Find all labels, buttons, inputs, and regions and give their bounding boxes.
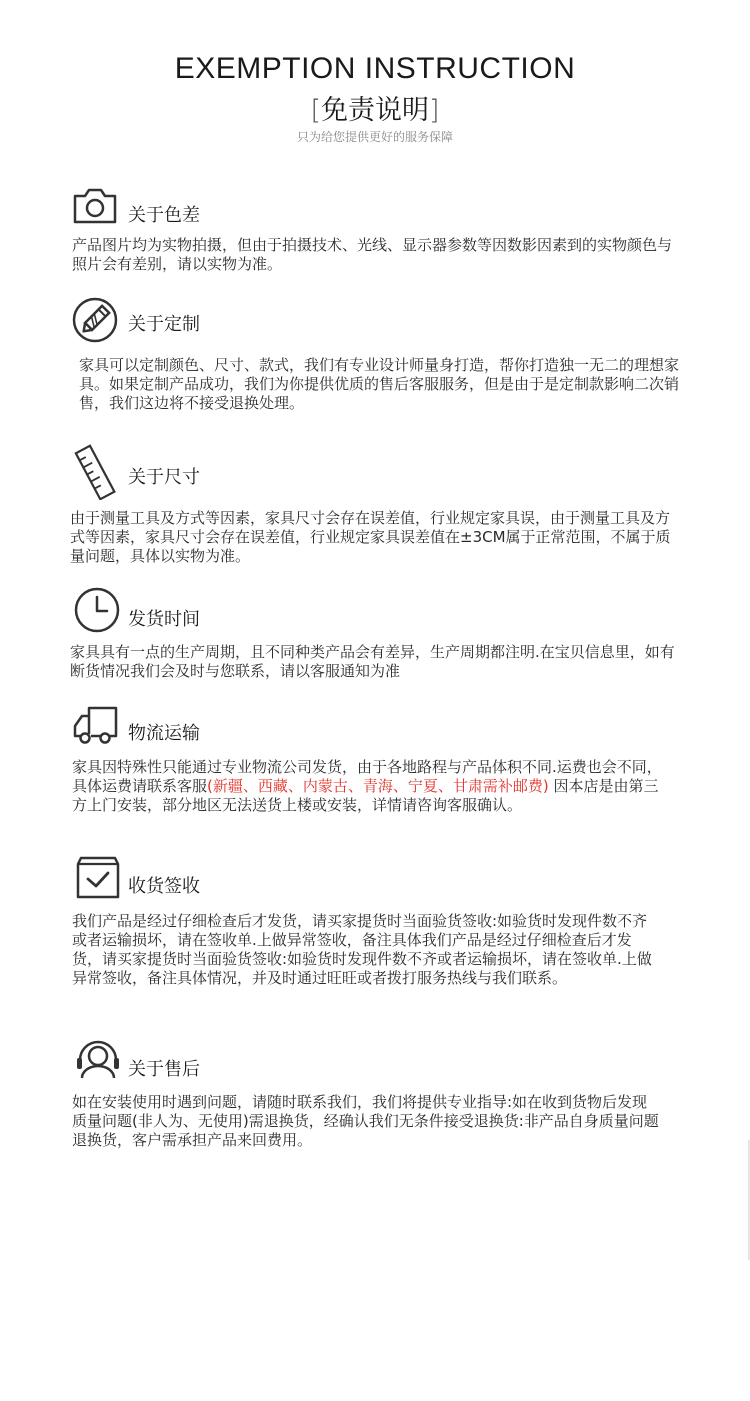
camera-icon <box>72 186 118 226</box>
subtitle: 只为给您提供更好的服务保障 <box>296 130 453 144</box>
section-title: 关于尺寸 <box>128 467 200 488</box>
section-body: 家具可以定制颜色、尺寸、款式，我们有专业设计师量身打造，帮你打造独一无二的理想家具。如果定制产品成功，我们为你提供优质的售后客服服务，但是由于是定制款影响二次销售，我们这边将不接受退换处理。 <box>79 356 680 412</box>
ruler-icon <box>72 444 120 500</box>
section-body <box>72 758 672 815</box>
section-title: 关于售后 <box>128 1059 200 1080</box>
truck-icon <box>72 704 122 746</box>
section-body: 我们产品是经过仔细检查后才发货，请买家提货时当面验货签收:如验货时发现件数不齐或者运输损坏，请在签收单.上做异常签收，备注具体我们产品是经过仔细检查后才发货，请买家提货时当面验货签收:如验货时发现件数不齐或者运输损坏，请在签收单.上做异常签收，备注具体情况，并及时通过旺旺或者拨打服务热线与我们联系。 <box>72 912 652 987</box>
bracket-right: ] <box>429 95 440 126</box>
body-text: 因本店是由第三方上门安装，部分地区无法送货上楼或安装，详情请咨询客服确认。 <box>72 777 659 814</box>
checkbox-icon <box>75 854 121 900</box>
title-english: EXEMPTION INSTRUCTION <box>174 52 576 85</box>
headset-icon <box>74 1034 122 1082</box>
body-red-note: (新疆、西藏、内蒙古、青海、宁夏、甘肃需补邮费) <box>207 777 549 795</box>
title-chinese-text: 免责说明 <box>321 95 429 126</box>
section-body: 由于测量工具及方式等因素，家具尺寸会存在误差值，行业规定家具误，由于测量工具及方式等因素，家具尺寸会存在误差值，行业规定家具误差值在±3CM属于正常范围，不属于质量问题，具体以实物为准。 <box>70 509 671 565</box>
pencil-icon <box>71 296 119 344</box>
bracket-left: [ <box>310 95 321 126</box>
section-body: 家具具有一点的生产周期，且不同种类产品会有差异，生产周期都注明.在宝贝信息里，如有断货情况我们会及时与您联系，请以客服通知为准 <box>70 643 675 680</box>
section-body: 产品图片均为实物拍摄，但由于拍摄技术、光线、显示器参数等因数影因素到的实物颜色与照片会有差别，请以实物为准。 <box>72 236 673 273</box>
section-title: 收货签收 <box>128 876 200 897</box>
clock-icon <box>73 586 121 634</box>
section-title: 发货时间 <box>128 609 200 630</box>
section-title: 关于色差 <box>128 205 200 226</box>
title-chinese <box>0 88 750 127</box>
body-text: 家具因特殊性只能通过专业物流公司发货，由于各地路程与产品体积不同.运费也会不同，具体运费请联系客服 <box>72 758 662 795</box>
section-body: 如在安装使用时遇到问题，请随时联系我们，我们将提供专业指导:如在收到货物后发现质量问题(非人为、无使用)需退换货，经确认我们无条件接受退换货:非产品自身质量问题退换货，客户需承担产品来回费用。 <box>72 1093 659 1149</box>
section-title: 关于定制 <box>128 314 200 335</box>
section-title: 物流运输 <box>128 723 200 744</box>
